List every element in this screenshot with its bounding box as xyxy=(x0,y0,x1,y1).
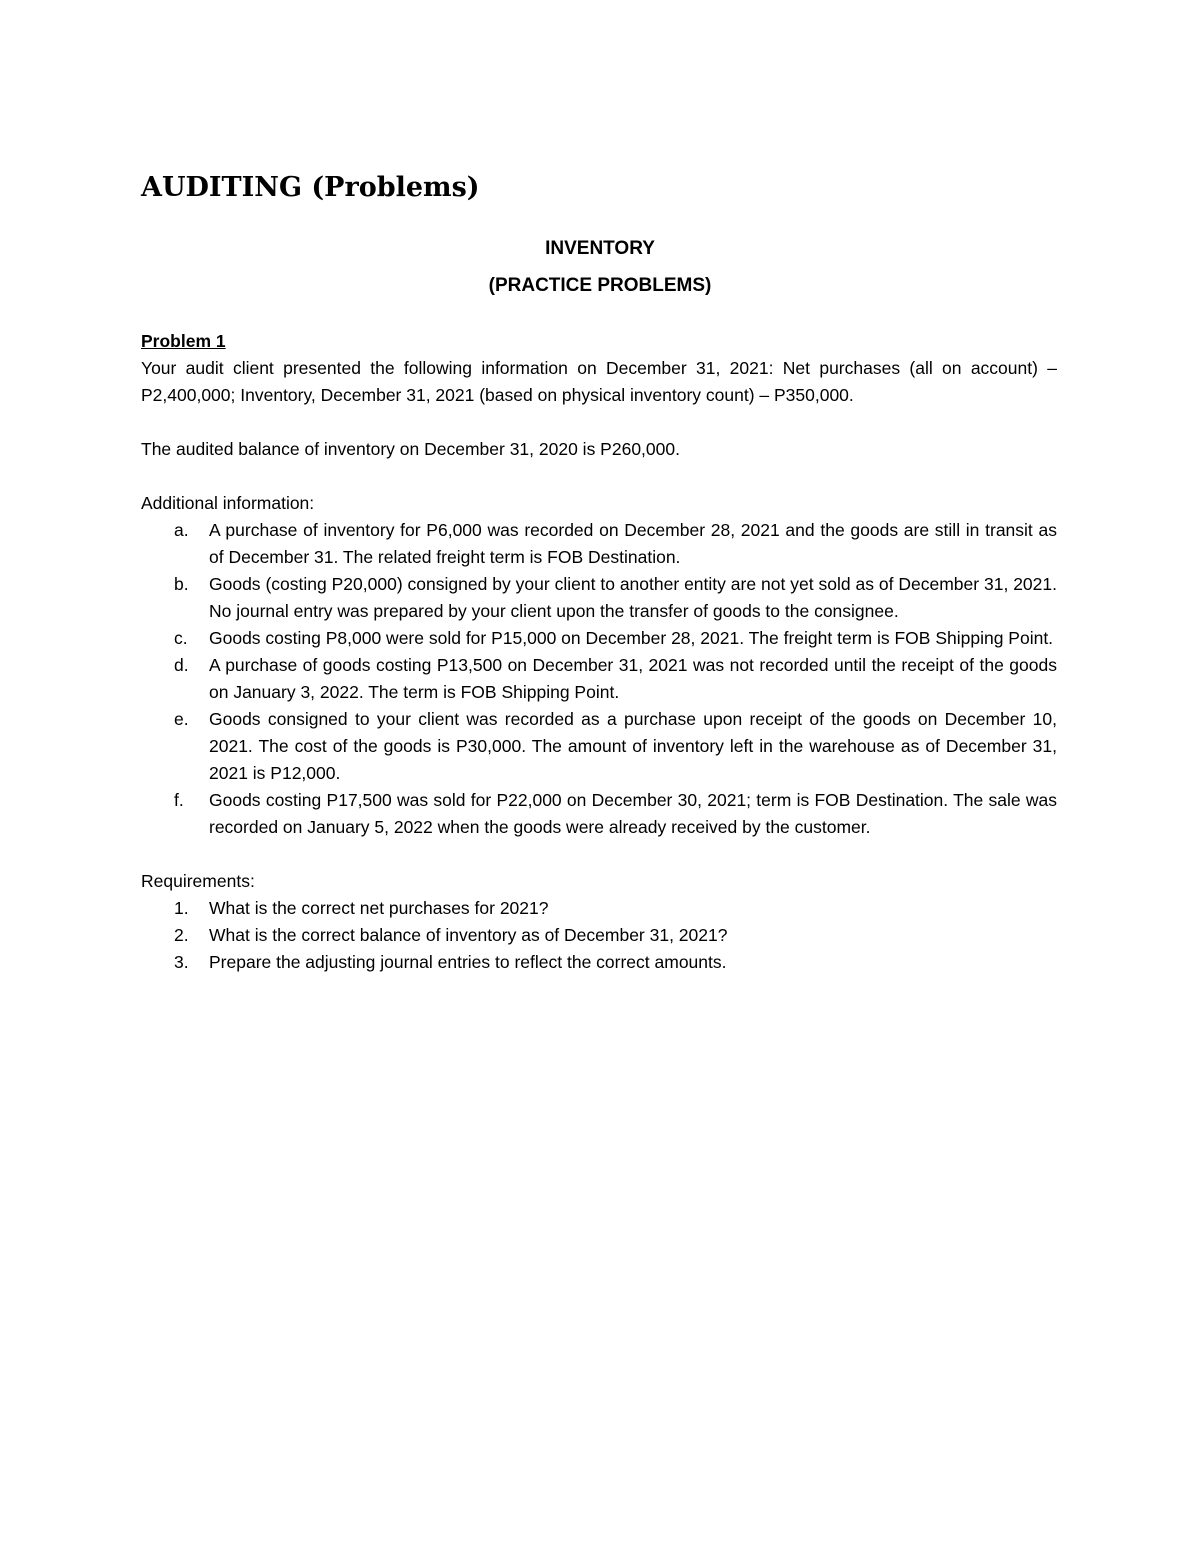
list-item xyxy=(141,895,1057,922)
list-item xyxy=(141,517,1057,571)
additional-info-list xyxy=(141,517,1057,841)
list-item-text: Prepare the adjusting journal entries to reflect the correct amounts. xyxy=(209,952,727,972)
problem-label: Problem 1 xyxy=(141,331,226,351)
main-title: AUDITING (Problems) xyxy=(141,172,480,203)
problem-content xyxy=(141,328,1057,976)
list-item-text: A purchase of inventory for P6,000 was recorded on December 28, 2021 and the goods are still in transit as of December 31. The related freight term is FOB Destination. xyxy=(209,520,1057,567)
list-item-text: A purchase of goods costing P13,500 on December 31, 2021 was not recorded until the receipt of the goods on January 3, 2022. The term is FOB Shipping Point. xyxy=(209,655,1057,702)
list-item xyxy=(141,652,1057,706)
problem-intro: Your audit client presented the following information on December 31, 2021: Net purchases (all on account) – P2,400,000; Inventory, December 31, 2021 (based on physical inventory count) – P350,000. xyxy=(141,358,1057,405)
list-item-text: What is the correct net purchases for 2021? xyxy=(209,898,549,918)
list-marker: f. xyxy=(174,790,184,810)
list-item-text: What is the correct balance of inventory as of December 31, 2021? xyxy=(209,925,728,945)
list-item xyxy=(141,922,1057,949)
audited-balance-text: The audited balance of inventory on December 31, 2020 is P260,000. xyxy=(141,439,680,459)
subject-heading: INVENTORY xyxy=(545,238,655,259)
subtitle-heading: (PRACTICE PROBLEMS) xyxy=(488,275,712,296)
requirements-list xyxy=(141,895,1057,976)
list-marker: a. xyxy=(174,520,189,540)
list-item xyxy=(141,706,1057,787)
list-marker: b. xyxy=(174,574,189,594)
list-marker: d. xyxy=(174,655,189,675)
requirements-heading: Requirements: xyxy=(141,871,255,891)
list-item xyxy=(141,787,1057,841)
list-item-text: Goods costing P17,500 was sold for P22,000 on December 30, 2021; term is FOB Destination. The sale was recorded on January 5, 2022 when the goods were already received by the customer. xyxy=(209,790,1057,837)
list-marker: 1. xyxy=(174,898,189,918)
list-marker: 2. xyxy=(174,925,189,945)
list-item xyxy=(141,625,1057,652)
list-item-text: Goods consigned to your client was recorded as a purchase upon receipt of the goods on December 10, 2021. The cost of the goods is P30,000. The amount of inventory left in the warehouse as of December 31, 2021 is P12,000. xyxy=(209,709,1057,783)
list-marker: c. xyxy=(174,628,188,648)
list-marker: e. xyxy=(174,709,189,729)
list-item-text: Goods costing P8,000 were sold for P15,000 on December 28, 2021. The freight term is FOB Shipping Point. xyxy=(209,628,1054,648)
additional-info-heading: Additional information: xyxy=(141,493,315,513)
list-item xyxy=(141,571,1057,625)
list-marker: 3. xyxy=(174,952,189,972)
list-item-text: Goods (costing P20,000) consigned by your client to another entity are not yet sold as of December 31, 2021. No journal entry was prepared by your client upon the transfer of goods to the consignee. xyxy=(209,574,1057,621)
list-item xyxy=(141,949,1057,976)
